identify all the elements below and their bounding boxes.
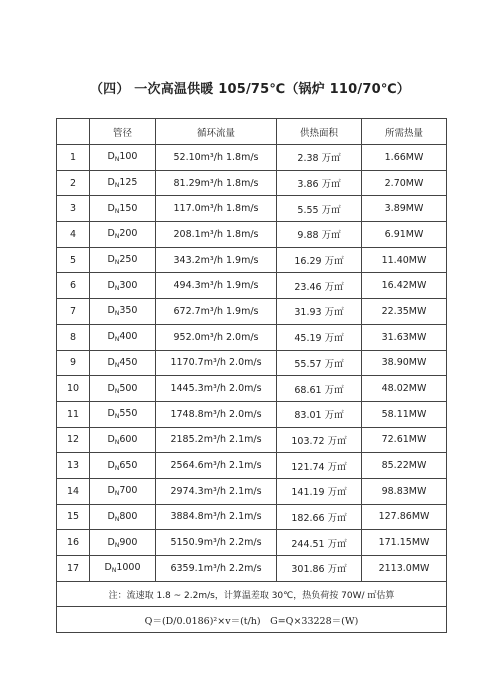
row-index: 6 [57, 273, 90, 299]
row-index: 1 [57, 145, 90, 171]
dn-subscript: N [114, 464, 120, 472]
row-pipe-diameter [90, 453, 156, 479]
row-index: 11 [57, 401, 90, 427]
row-circulating-flow: 117.0m³/h 1.8m/s [156, 196, 277, 222]
row-heating-area: 68.61 万㎡ [277, 376, 362, 402]
dn-prefix: D [107, 177, 115, 189]
row-pipe-diameter [90, 299, 156, 325]
row-heating-area: 301.86 万㎡ [277, 556, 362, 582]
row-heating-area: 23.46 万㎡ [277, 273, 362, 299]
table-row [57, 299, 447, 325]
row-circulating-flow: 952.0m³/h 2.0m/s [156, 324, 277, 350]
row-index: 16 [57, 530, 90, 556]
dn-prefix: D [107, 305, 115, 317]
dn-prefix: D [107, 382, 115, 394]
row-required-heat: 48.02MW [362, 376, 447, 402]
row-circulating-flow: 5150.9m³/h 2.2m/s [156, 530, 277, 556]
table-row [57, 530, 447, 556]
table-row [57, 145, 447, 171]
row-index: 3 [57, 196, 90, 222]
row-required-heat: 72.61MW [362, 427, 447, 453]
table-row [57, 222, 447, 248]
row-index: 8 [57, 324, 90, 350]
row-required-heat: 31.63MW [362, 324, 447, 350]
dn-prefix: D [107, 254, 115, 266]
row-circulating-flow: 208.1m³/h 1.8m/s [156, 222, 277, 248]
header-circulating-flow: 循环流量 [156, 119, 277, 145]
row-index: 9 [57, 350, 90, 376]
dn-subscript: N [114, 361, 120, 369]
row-required-heat: 16.42MW [362, 273, 447, 299]
row-pipe-diameter [90, 427, 156, 453]
table-row [57, 247, 447, 273]
row-heating-area: 3.86 万㎡ [277, 170, 362, 196]
row-index: 10 [57, 376, 90, 402]
row-circulating-flow: 52.10m³/h 1.8m/s [156, 145, 277, 171]
dn-value: 600 [119, 433, 138, 445]
row-required-heat: 98.83MW [362, 478, 447, 504]
dn-value: 700 [119, 485, 138, 497]
row-heating-area: 31.93 万㎡ [277, 299, 362, 325]
dn-subscript: N [114, 156, 120, 164]
dn-value: 550 [119, 408, 138, 420]
table-row [57, 478, 447, 504]
row-circulating-flow: 1170.7m³/h 2.0m/s [156, 350, 277, 376]
row-index: 12 [57, 427, 90, 453]
row-required-heat: 127.86MW [362, 504, 447, 530]
row-pipe-diameter [90, 222, 156, 248]
row-required-heat: 22.35MW [362, 299, 447, 325]
row-circulating-flow: 2974.3m³/h 2.1m/s [156, 478, 277, 504]
dn-prefix: D [107, 536, 115, 548]
table-formula: Q＝(D/0.0186)²×v＝(t/h) G=Q×33228＝(W) [57, 607, 447, 633]
row-required-heat: 11.40MW [362, 247, 447, 273]
row-index: 17 [57, 556, 90, 582]
row-index: 5 [57, 247, 90, 273]
row-heating-area: 121.74 万㎡ [277, 453, 362, 479]
header-pipe-diameter: 管径 [90, 119, 156, 145]
row-circulating-flow: 494.3m³/h 1.9m/s [156, 273, 277, 299]
table-row [57, 427, 447, 453]
dn-value: 400 [119, 331, 138, 343]
dn-subscript: N [114, 233, 120, 241]
dn-subscript: N [114, 182, 120, 190]
row-pipe-diameter [90, 196, 156, 222]
table-row [57, 556, 447, 582]
dn-subscript: N [114, 541, 120, 549]
table-row [57, 170, 447, 196]
table-row [57, 376, 447, 402]
dn-prefix: D [107, 331, 115, 343]
row-index: 7 [57, 299, 90, 325]
row-heating-area: 244.51 万㎡ [277, 530, 362, 556]
dn-value: 900 [119, 536, 138, 548]
row-heating-area: 182.66 万㎡ [277, 504, 362, 530]
row-pipe-diameter [90, 401, 156, 427]
dn-value: 200 [119, 228, 138, 240]
row-required-heat: 85.22MW [362, 453, 447, 479]
row-pipe-diameter [90, 145, 156, 171]
row-pipe-diameter [90, 324, 156, 350]
dn-value: 350 [119, 305, 138, 317]
dn-subscript: N [111, 567, 117, 575]
dn-value: 300 [119, 279, 138, 291]
row-circulating-flow: 6359.1m³/h 2.2m/s [156, 556, 277, 582]
dn-subscript: N [114, 336, 120, 344]
dn-value: 800 [119, 510, 138, 522]
row-circulating-flow: 3884.8m³/h 2.1m/s [156, 504, 277, 530]
row-index: 14 [57, 478, 90, 504]
dn-value: 250 [119, 254, 138, 266]
dn-prefix: D [107, 151, 115, 163]
dn-value: 100 [119, 151, 138, 163]
row-index: 13 [57, 453, 90, 479]
dn-value: 500 [119, 382, 138, 394]
table-row [57, 324, 447, 350]
row-circulating-flow: 343.2m³/h 1.9m/s [156, 247, 277, 273]
dn-prefix: D [107, 433, 115, 445]
row-heating-area: 55.57 万㎡ [277, 350, 362, 376]
row-pipe-diameter [90, 376, 156, 402]
dn-subscript: N [114, 387, 120, 395]
dn-value: 150 [119, 202, 138, 214]
row-required-heat: 2113.0MW [362, 556, 447, 582]
note-row [57, 581, 447, 607]
row-index: 2 [57, 170, 90, 196]
row-pipe-diameter [90, 170, 156, 196]
row-pipe-diameter [90, 273, 156, 299]
dn-prefix: D [104, 562, 112, 574]
dn-subscript: N [114, 515, 120, 523]
row-required-heat: 2.70MW [362, 170, 447, 196]
row-required-heat: 3.89MW [362, 196, 447, 222]
dn-prefix: D [107, 202, 115, 214]
dn-subscript: N [114, 207, 120, 215]
row-heating-area: 9.88 万㎡ [277, 222, 362, 248]
row-required-heat: 58.11MW [362, 401, 447, 427]
dn-value: 650 [119, 459, 138, 471]
row-required-heat: 38.90MW [362, 350, 447, 376]
row-pipe-diameter [90, 504, 156, 530]
row-required-heat: 171.15MW [362, 530, 447, 556]
page-title: （四） 一次高温供暖 105/75℃（锅炉 110/70℃） [89, 82, 410, 97]
dn-prefix: D [107, 510, 115, 522]
table-note: 注：流速取 1.8 ~ 2.2m/s，计算温差取 30℃，热负荷按 70W/ ㎡估算 [57, 581, 447, 607]
row-pipe-diameter [90, 247, 156, 273]
dn-value: 125 [119, 177, 138, 189]
row-index: 15 [57, 504, 90, 530]
row-circulating-flow: 672.7m³/h 1.9m/s [156, 299, 277, 325]
row-heating-area: 16.29 万㎡ [277, 247, 362, 273]
header-required-heat: 所需热量 [362, 119, 447, 145]
dn-prefix: D [107, 279, 115, 291]
header-index [57, 119, 90, 145]
table-row [57, 504, 447, 530]
dn-prefix: D [107, 408, 115, 420]
row-heating-area: 141.19 万㎡ [277, 478, 362, 504]
table-row [57, 350, 447, 376]
table-header-row [57, 119, 447, 145]
row-heating-area: 103.72 万㎡ [277, 427, 362, 453]
dn-value: 1000 [116, 562, 141, 574]
row-pipe-diameter [90, 478, 156, 504]
table-row [57, 273, 447, 299]
table-row [57, 401, 447, 427]
row-pipe-diameter [90, 530, 156, 556]
dn-prefix: D [107, 485, 115, 497]
pipe-heating-table [56, 118, 447, 633]
dn-prefix: D [107, 356, 115, 368]
table-row [57, 196, 447, 222]
formula-row [57, 607, 447, 633]
dn-subscript: N [114, 310, 120, 318]
dn-subscript: N [114, 259, 120, 267]
row-circulating-flow: 1445.3m³/h 2.0m/s [156, 376, 277, 402]
dn-subscript: N [114, 490, 120, 498]
row-heating-area: 45.19 万㎡ [277, 324, 362, 350]
row-pipe-diameter [90, 556, 156, 582]
row-required-heat: 6.91MW [362, 222, 447, 248]
row-heating-area: 83.01 万㎡ [277, 401, 362, 427]
dn-subscript: N [114, 413, 120, 421]
row-circulating-flow: 2564.6m³/h 2.1m/s [156, 453, 277, 479]
row-required-heat: 1.66MW [362, 145, 447, 171]
dn-value: 450 [119, 356, 138, 368]
row-pipe-diameter [90, 350, 156, 376]
row-heating-area: 2.38 万㎡ [277, 145, 362, 171]
dn-subscript: N [114, 438, 120, 446]
header-heating-area: 供热面积 [277, 119, 362, 145]
table-row [57, 453, 447, 479]
row-index: 4 [57, 222, 90, 248]
row-circulating-flow: 2185.2m³/h 2.1m/s [156, 427, 277, 453]
row-circulating-flow: 81.29m³/h 1.8m/s [156, 170, 277, 196]
dn-prefix: D [107, 228, 115, 240]
row-circulating-flow: 1748.8m³/h 2.0m/s [156, 401, 277, 427]
row-heating-area: 5.55 万㎡ [277, 196, 362, 222]
dn-subscript: N [114, 284, 120, 292]
dn-prefix: D [107, 459, 115, 471]
